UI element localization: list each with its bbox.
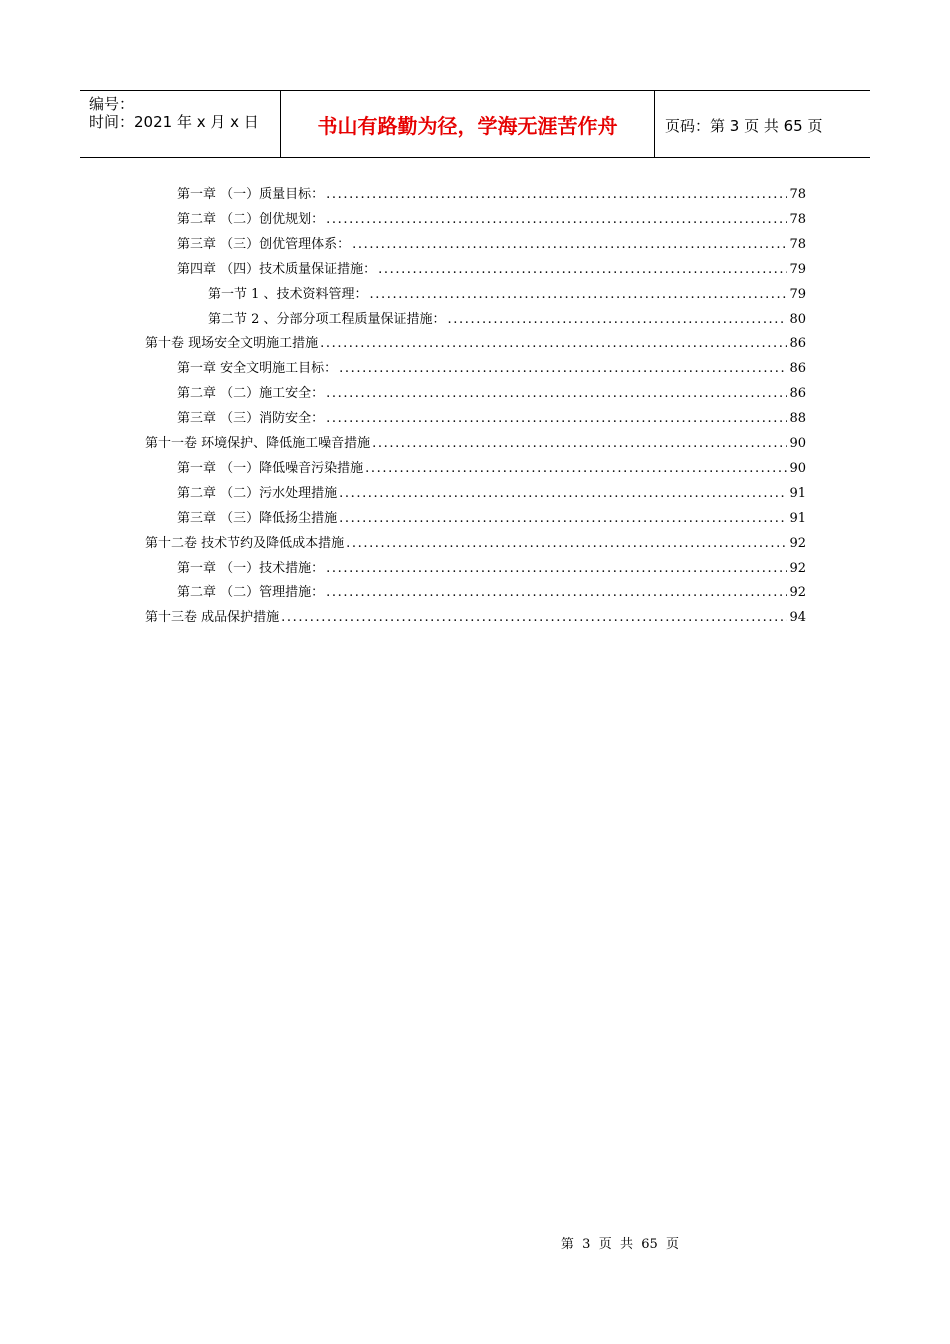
toc-entry[interactable]: [177, 209, 806, 231]
toc-dot-leader: [378, 259, 787, 281]
toc-entry-title: 第一章 （一）技术措施：: [177, 561, 325, 576]
toc-entry-title: 第一节 1 、技术资料管理：: [208, 287, 368, 302]
toc-dot-leader: [339, 508, 787, 530]
toc-dot-leader: [326, 383, 787, 405]
toc-dot-leader: [326, 558, 787, 580]
header-page-cell: [655, 91, 870, 157]
toc-entry-page: 94: [789, 610, 806, 625]
toc-entry-page: 80: [789, 312, 806, 327]
toc-entry[interactable]: [208, 284, 806, 306]
toc-dot-leader: [326, 408, 787, 430]
toc-entry-title: 第二章 （二）污水处理措施: [177, 486, 338, 501]
header-motto-cell: [281, 91, 655, 157]
toc-entry[interactable]: [177, 259, 806, 281]
toc-dot-leader: [281, 607, 787, 629]
toc-entry[interactable]: [177, 234, 806, 256]
toc-dot-leader: [372, 433, 787, 455]
toc-entry-page: 86: [789, 336, 806, 351]
toc-entry-page: 91: [789, 511, 806, 526]
page-footer: 第 3 页 共 65 页: [560, 1237, 680, 1252]
toc-entry-page: 91: [789, 486, 806, 501]
toc-entry-page: 78: [789, 212, 806, 227]
toc-entry-title: 第十三卷 成品保护措施: [145, 610, 280, 625]
document-number-label: 编号：: [89, 95, 135, 113]
toc-dot-leader: [326, 582, 787, 604]
toc-entry-title: 第一章 （一）降低噪音污染措施: [177, 461, 364, 476]
toc-entry-page: 92: [789, 585, 806, 600]
toc-dot-leader: [346, 533, 787, 555]
toc-dot-leader: [326, 209, 787, 231]
toc-entry[interactable]: [177, 483, 806, 505]
toc-entry-title: 第一章 安全文明施工目标：: [177, 361, 338, 376]
toc-dot-leader: [448, 309, 788, 331]
toc-entry[interactable]: [177, 358, 806, 380]
toc-entry-page: 88: [789, 411, 806, 426]
toc-entry-page: 79: [789, 287, 806, 302]
toc-dot-leader: [352, 234, 787, 256]
toc-dot-leader: [326, 184, 787, 206]
toc-entry-title: 第三章 （三）降低扬尘措施: [177, 511, 338, 526]
header-meta-cell: [80, 91, 281, 157]
toc-entry-title: 第十二卷 技术节约及降低成本措施: [145, 536, 345, 551]
toc-entry[interactable]: [208, 309, 806, 331]
toc-dot-leader: [339, 358, 787, 380]
toc-dot-leader: [370, 284, 788, 306]
toc-entry-page: 86: [789, 386, 806, 401]
toc-entry[interactable]: [145, 333, 806, 355]
toc-dot-leader: [339, 483, 787, 505]
toc-dot-leader: [365, 458, 787, 480]
toc-entry[interactable]: [177, 582, 806, 604]
toc-entry-title: 第十一卷 环境保护、降低施工噪音措施: [145, 436, 371, 451]
document-time-label: 时间：2021 年 x 月 x 日: [89, 113, 259, 131]
toc-entry[interactable]: [177, 508, 806, 530]
toc-entry-title: 第四章 （四）技术质量保证措施：: [177, 262, 377, 277]
toc-entry-title: 第三章 （三）消防安全：: [177, 411, 325, 426]
toc-entry-title: 第二章 （二）创优规划：: [177, 212, 325, 227]
toc-entry-page: 90: [789, 436, 806, 451]
header-page-info: 页码：第 3 页 共 65 页: [665, 117, 823, 135]
toc-entry[interactable]: [145, 433, 806, 455]
toc-entry-title: 第二节 2 、分部分项工程质量保证措施：: [208, 312, 446, 327]
toc-entry-page: 78: [789, 187, 806, 202]
toc-entry-page: 86: [789, 361, 806, 376]
page-header: [80, 90, 870, 158]
toc-entry-title: 第三章 （三）创优管理体系：: [177, 237, 351, 252]
toc-entry[interactable]: [145, 533, 806, 555]
toc-entry[interactable]: [177, 458, 806, 480]
toc-entry-page: 92: [789, 561, 806, 576]
header-motto: 书山有路勤为径，学海无涯苦作舟: [317, 114, 618, 138]
toc-entry[interactable]: [177, 184, 806, 206]
toc-entry-page: 92: [789, 536, 806, 551]
toc-entry-title: 第一章 （一）质量目标：: [177, 187, 325, 202]
toc-entry-page: 78: [789, 237, 806, 252]
toc-entry[interactable]: [145, 607, 806, 629]
toc-entry-page: 79: [789, 262, 806, 277]
toc-entry-page: 90: [789, 461, 806, 476]
toc-dot-leader: [320, 333, 787, 355]
toc-entry-title: 第十卷 现场安全文明施工措施: [145, 336, 319, 351]
toc-entry-title: 第二章 （二）施工安全：: [177, 386, 325, 401]
toc-entry-title: 第二章 （二）管理措施：: [177, 585, 325, 600]
toc-entry[interactable]: [177, 383, 806, 405]
toc-entry[interactable]: [177, 558, 806, 580]
toc-entry[interactable]: [177, 408, 806, 430]
